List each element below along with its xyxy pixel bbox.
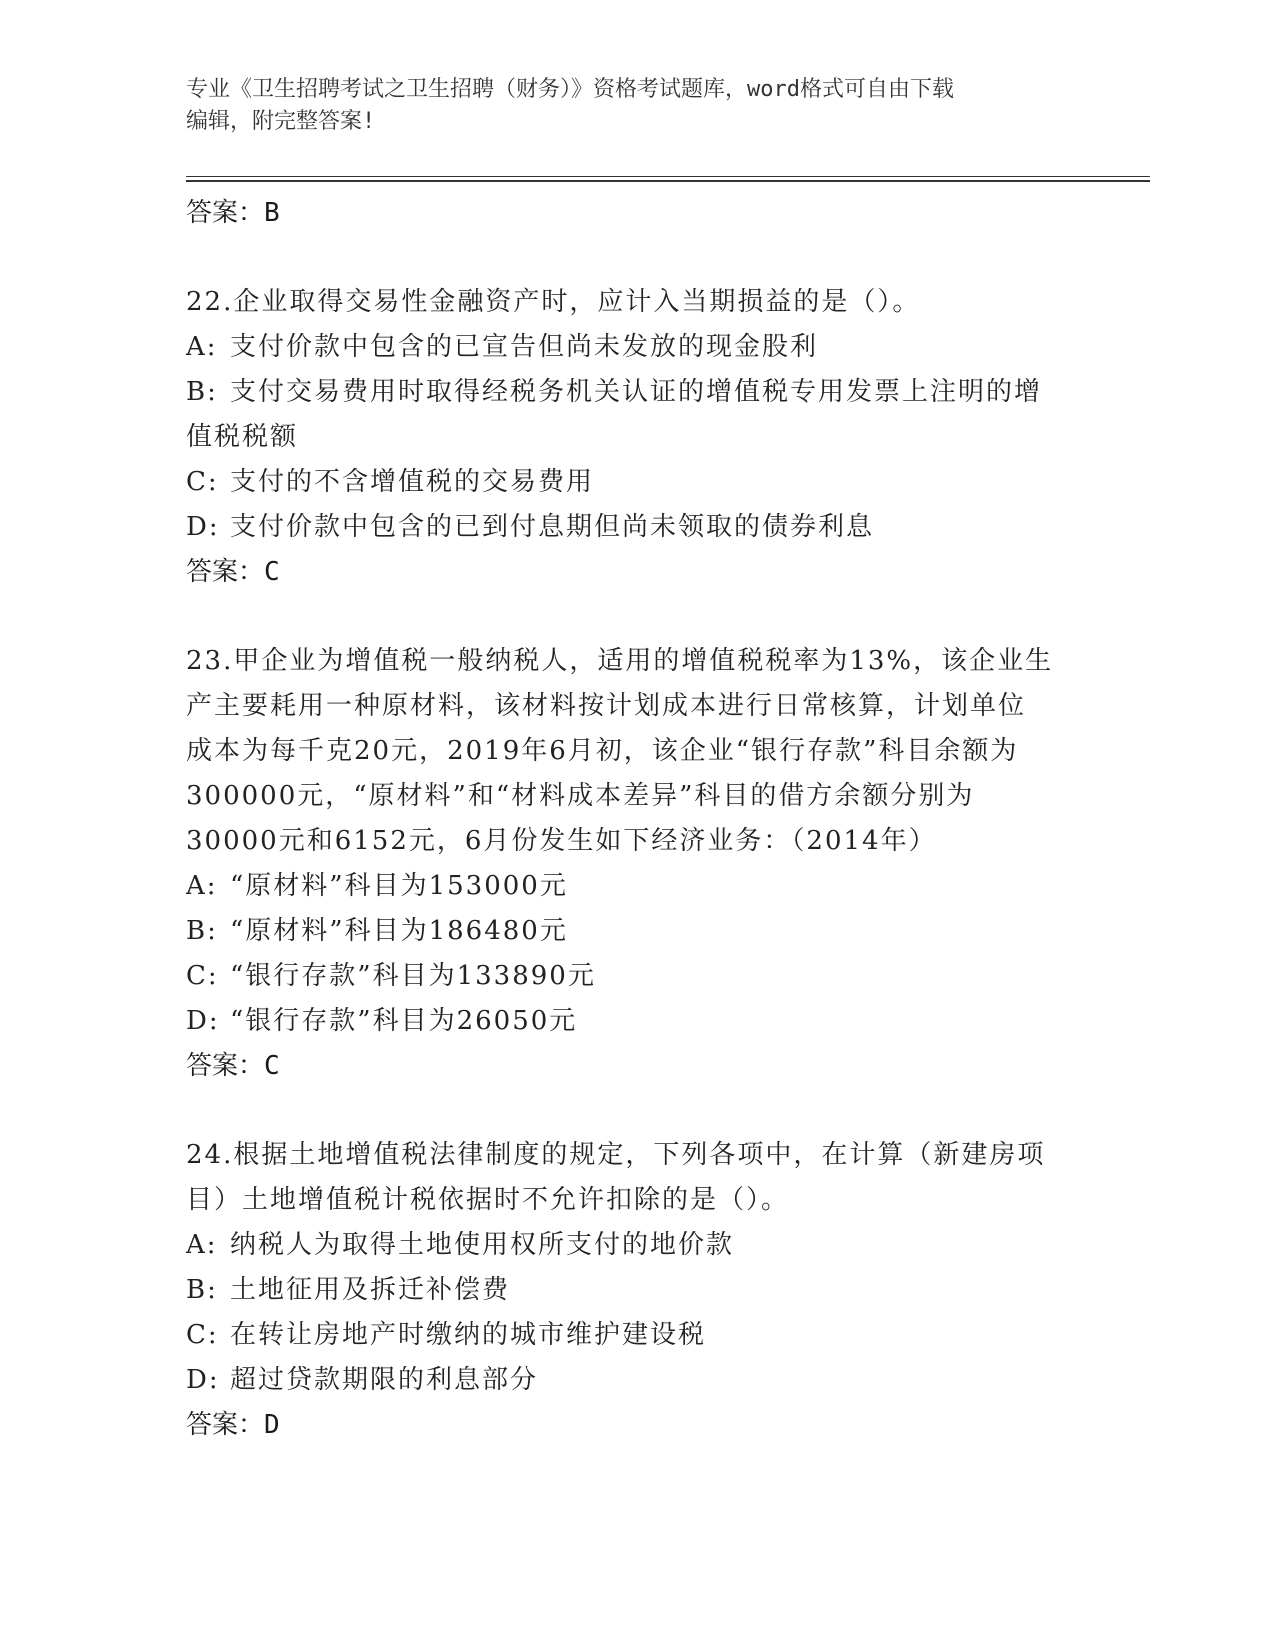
option-key: B: xyxy=(186,916,218,946)
option-key: A: xyxy=(186,871,218,901)
header-divider-thick xyxy=(186,180,1150,182)
option-c xyxy=(186,460,1086,505)
question-stem-line: 产主要耗用一种原材料，该材料按计划成本进行日常核算，计划单位 xyxy=(186,691,1027,721)
option-text: 纳税人为取得土地使用权所支付的地价款 xyxy=(230,1230,735,1260)
option-d xyxy=(186,999,1086,1044)
option-b-continuation: 值税税额 xyxy=(186,422,299,452)
option-key: C: xyxy=(186,467,219,497)
answer-value: C xyxy=(264,557,280,587)
option-text: 土地征用及拆迁补偿费 xyxy=(230,1275,511,1305)
option-c xyxy=(186,1313,1086,1358)
document-header xyxy=(186,74,1086,138)
question-22 xyxy=(186,280,1086,594)
question-24 xyxy=(186,1133,1086,1447)
spacer xyxy=(186,235,1086,280)
answer-label: 答案： xyxy=(186,557,265,587)
question-23 xyxy=(186,639,1086,1088)
option-a xyxy=(186,1223,1086,1268)
option-text: “原材料”科目为153000元 xyxy=(230,871,568,901)
option-key: B: xyxy=(186,377,218,407)
option-d xyxy=(186,1358,1086,1403)
option-key: B: xyxy=(186,1275,218,1305)
option-key: A: xyxy=(186,1230,218,1260)
option-c xyxy=(186,954,1086,999)
answer-label: 答案： xyxy=(186,198,265,228)
spacer xyxy=(186,594,1086,639)
question-stem-line: 30000元和6152元，6月份发生如下经济业务：（2014年） xyxy=(186,826,937,856)
previous-answer xyxy=(186,191,1086,235)
option-text: “原材料”科目为186480元 xyxy=(230,916,568,946)
answer-value: C xyxy=(264,1051,280,1081)
option-key: C: xyxy=(186,961,219,991)
question-stem-line: 目）土地增值税计税依据时不允许扣除的是（）。 xyxy=(186,1185,790,1215)
document-body xyxy=(186,191,1086,1447)
question-answer xyxy=(186,1403,1086,1447)
option-b xyxy=(186,1268,1086,1313)
option-key: D: xyxy=(186,1365,220,1395)
answer-label: 答案： xyxy=(186,1410,265,1440)
header-line-1: 专业《卫生招聘考试之卫生招聘（财务）》资格考试题库，word格式可自由下载 xyxy=(186,77,954,102)
option-text: 支付交易费用时取得经税务机关认证的增值税专用发票上注明的增 xyxy=(230,377,1043,407)
header-line-2: 编辑，附完整答案! xyxy=(186,109,376,134)
question-stem-line: 成本为每千克20元，2019年6月初，该企业“银行存款”科目余额为 xyxy=(186,736,1019,766)
question-stem-line: 22.企业取得交易性金融资产时，应计入当期损益的是（）。 xyxy=(186,287,921,317)
answer-label: 答案： xyxy=(186,1051,265,1081)
option-d xyxy=(186,505,1086,550)
option-text: “银行存款”科目为26050元 xyxy=(230,1006,578,1036)
spacer xyxy=(186,1088,1086,1133)
question-answer xyxy=(186,550,1086,594)
option-key: D: xyxy=(186,1006,220,1036)
option-a xyxy=(186,325,1086,370)
option-b xyxy=(186,370,1086,415)
option-b xyxy=(186,909,1086,954)
option-text: 支付价款中包含的已宣告但尚未发放的现金股利 xyxy=(230,332,819,362)
answer-value: D xyxy=(264,1410,280,1440)
option-text: 支付的不含增值税的交易费用 xyxy=(230,467,595,497)
answer-value: B xyxy=(264,198,280,228)
header-divider-thin xyxy=(186,176,1150,177)
option-text: 超过贷款期限的利息部分 xyxy=(230,1365,539,1395)
option-text: 在转让房地产时缴纳的城市维护建设税 xyxy=(230,1320,707,1350)
question-stem-line: 300000元，“原材料”和“材料成本差异”科目的借方余额分别为 xyxy=(186,781,975,811)
question-stem-line: 24.根据土地增值税法律制度的规定，下列各项中，在计算（新建房项 xyxy=(186,1140,1046,1170)
option-a xyxy=(186,864,1086,909)
question-stem-line: 23.甲企业为增值税一般纳税人，适用的增值税税率为13%，该企业生 xyxy=(186,646,1054,676)
option-text: “银行存款”科目为133890元 xyxy=(230,961,596,991)
question-answer xyxy=(186,1044,1086,1088)
option-text: 支付价款中包含的已到付息期但尚未领取的债券利息 xyxy=(230,512,875,542)
option-key: C: xyxy=(186,1320,219,1350)
option-key: A: xyxy=(186,332,218,362)
option-key: D: xyxy=(186,512,220,542)
